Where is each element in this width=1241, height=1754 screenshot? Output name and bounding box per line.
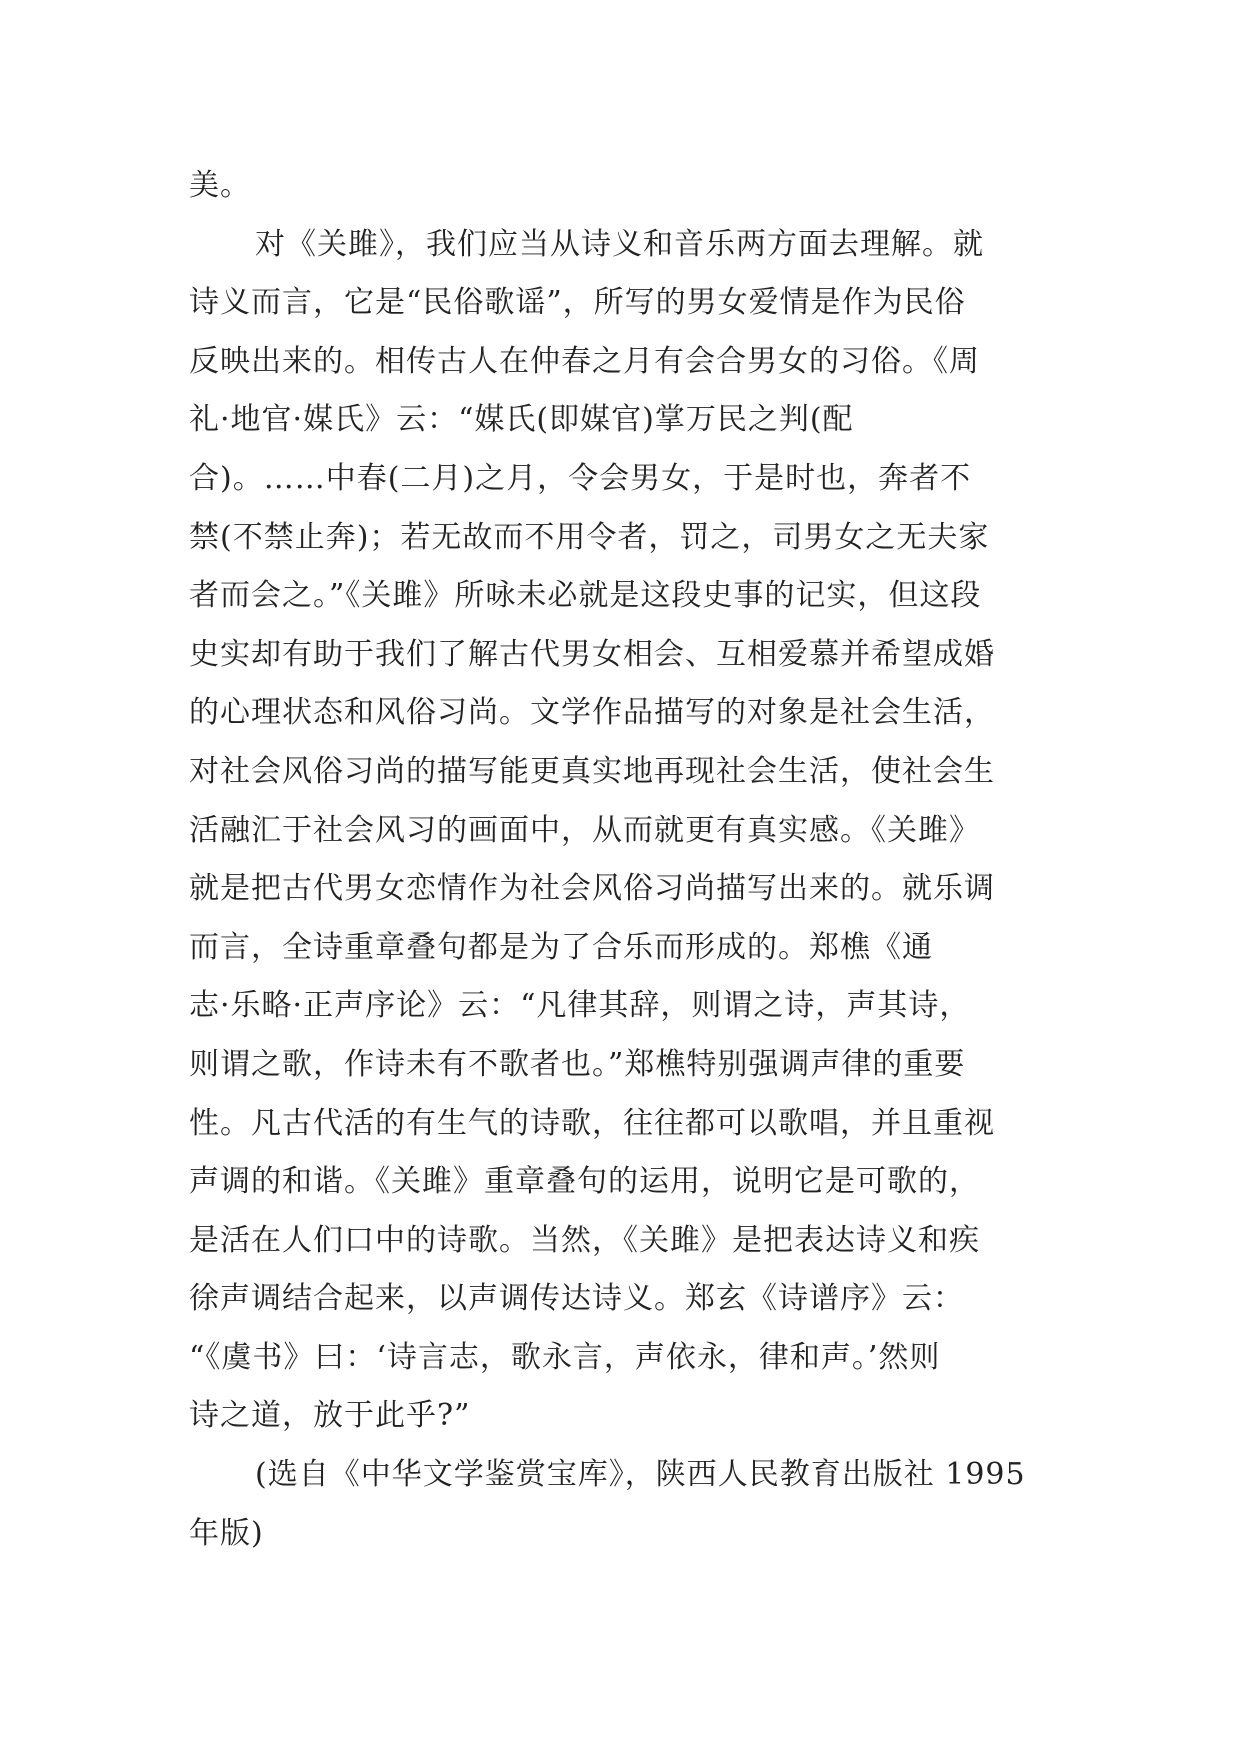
text-line: 者而会之。”《关雎》所咏未必就是这段史事的记实，但这段 (189, 578, 982, 614)
text-line: 徐声调结合起来，以声调传达诗义。郑玄《诗谱序》云： (189, 1281, 964, 1317)
text-line: 诗之道，放于此乎?” (189, 1398, 471, 1434)
text-line: 志·乐略·正声序论》云：“凡律其辞，则谓之诗，声其诗， (189, 988, 971, 1024)
text-line: 合)。……中春(二月)之月，令会男女，于是时也，奔者不 (189, 460, 972, 496)
text-line: 禁(不禁止奔)；若无故而不用令者，罚之，司男女之无夫家 (189, 519, 990, 555)
body-text (189, 157, 1069, 1563)
text-line: 美。 (189, 168, 251, 203)
text-line: 性。凡古代活的有生气的诗歌，往往都可以歌唱，并且重视 (189, 1105, 995, 1141)
text-line: 而言，全诗重章叠句都是为了合乐而形成的。郑樵《通 (189, 929, 933, 965)
text-line: 对《关雎》，我们应当从诗义和音乐两方面去理解。就 (255, 226, 984, 262)
text-line: 的心理状态和风俗习尚。文学作品描写的对象是社会生活， (189, 695, 995, 731)
text-line: 礼·地官·媒氏》云：“媒氏(即媒官)掌万民之判(配 (189, 402, 854, 438)
text-line: 诗义而言，它是“民俗歌谣”，所写的男女爱情是作为民俗 (189, 285, 966, 321)
text-line: 声调的和谐。《关雎》重章叠句的运用，说明它是可歌的， (189, 1164, 980, 1200)
text-line: 史实却有助于我们了解古代男女相会、互相爱慕并希望成婚 (189, 636, 995, 672)
text-line: 活融汇于社会风习的画面中，从而就更有真实感。《关雎》 (189, 812, 980, 848)
text-line: 则谓之歌，作诗未有不歌者也。”郑樵特别强调声律的重要 (189, 1046, 966, 1082)
text-line: 是活在人们口中的诗歌。当然，《关雎》是把表达诗义和疾 (189, 1222, 980, 1258)
source-citation: (选自《中华文学鉴赏宝库》，陕西人民教育出版社 1995 (255, 1457, 1026, 1493)
text-line: 反映出来的。相传古人在仲春之月有会合男女的习俗。《周 (189, 343, 980, 379)
text-line: 对社会风俗习尚的描写能更真实地再现社会生活，使社会生 (189, 753, 995, 789)
source-citation-continued: 年版) (189, 1515, 264, 1551)
text-line: 就是把古代男女恋情作为社会风俗习尚描写出来的。就乐调 (189, 871, 995, 907)
text-line: “《虞书》曰：‘诗言志，歌永言，声依永，律和声。’然则 (189, 1339, 941, 1375)
